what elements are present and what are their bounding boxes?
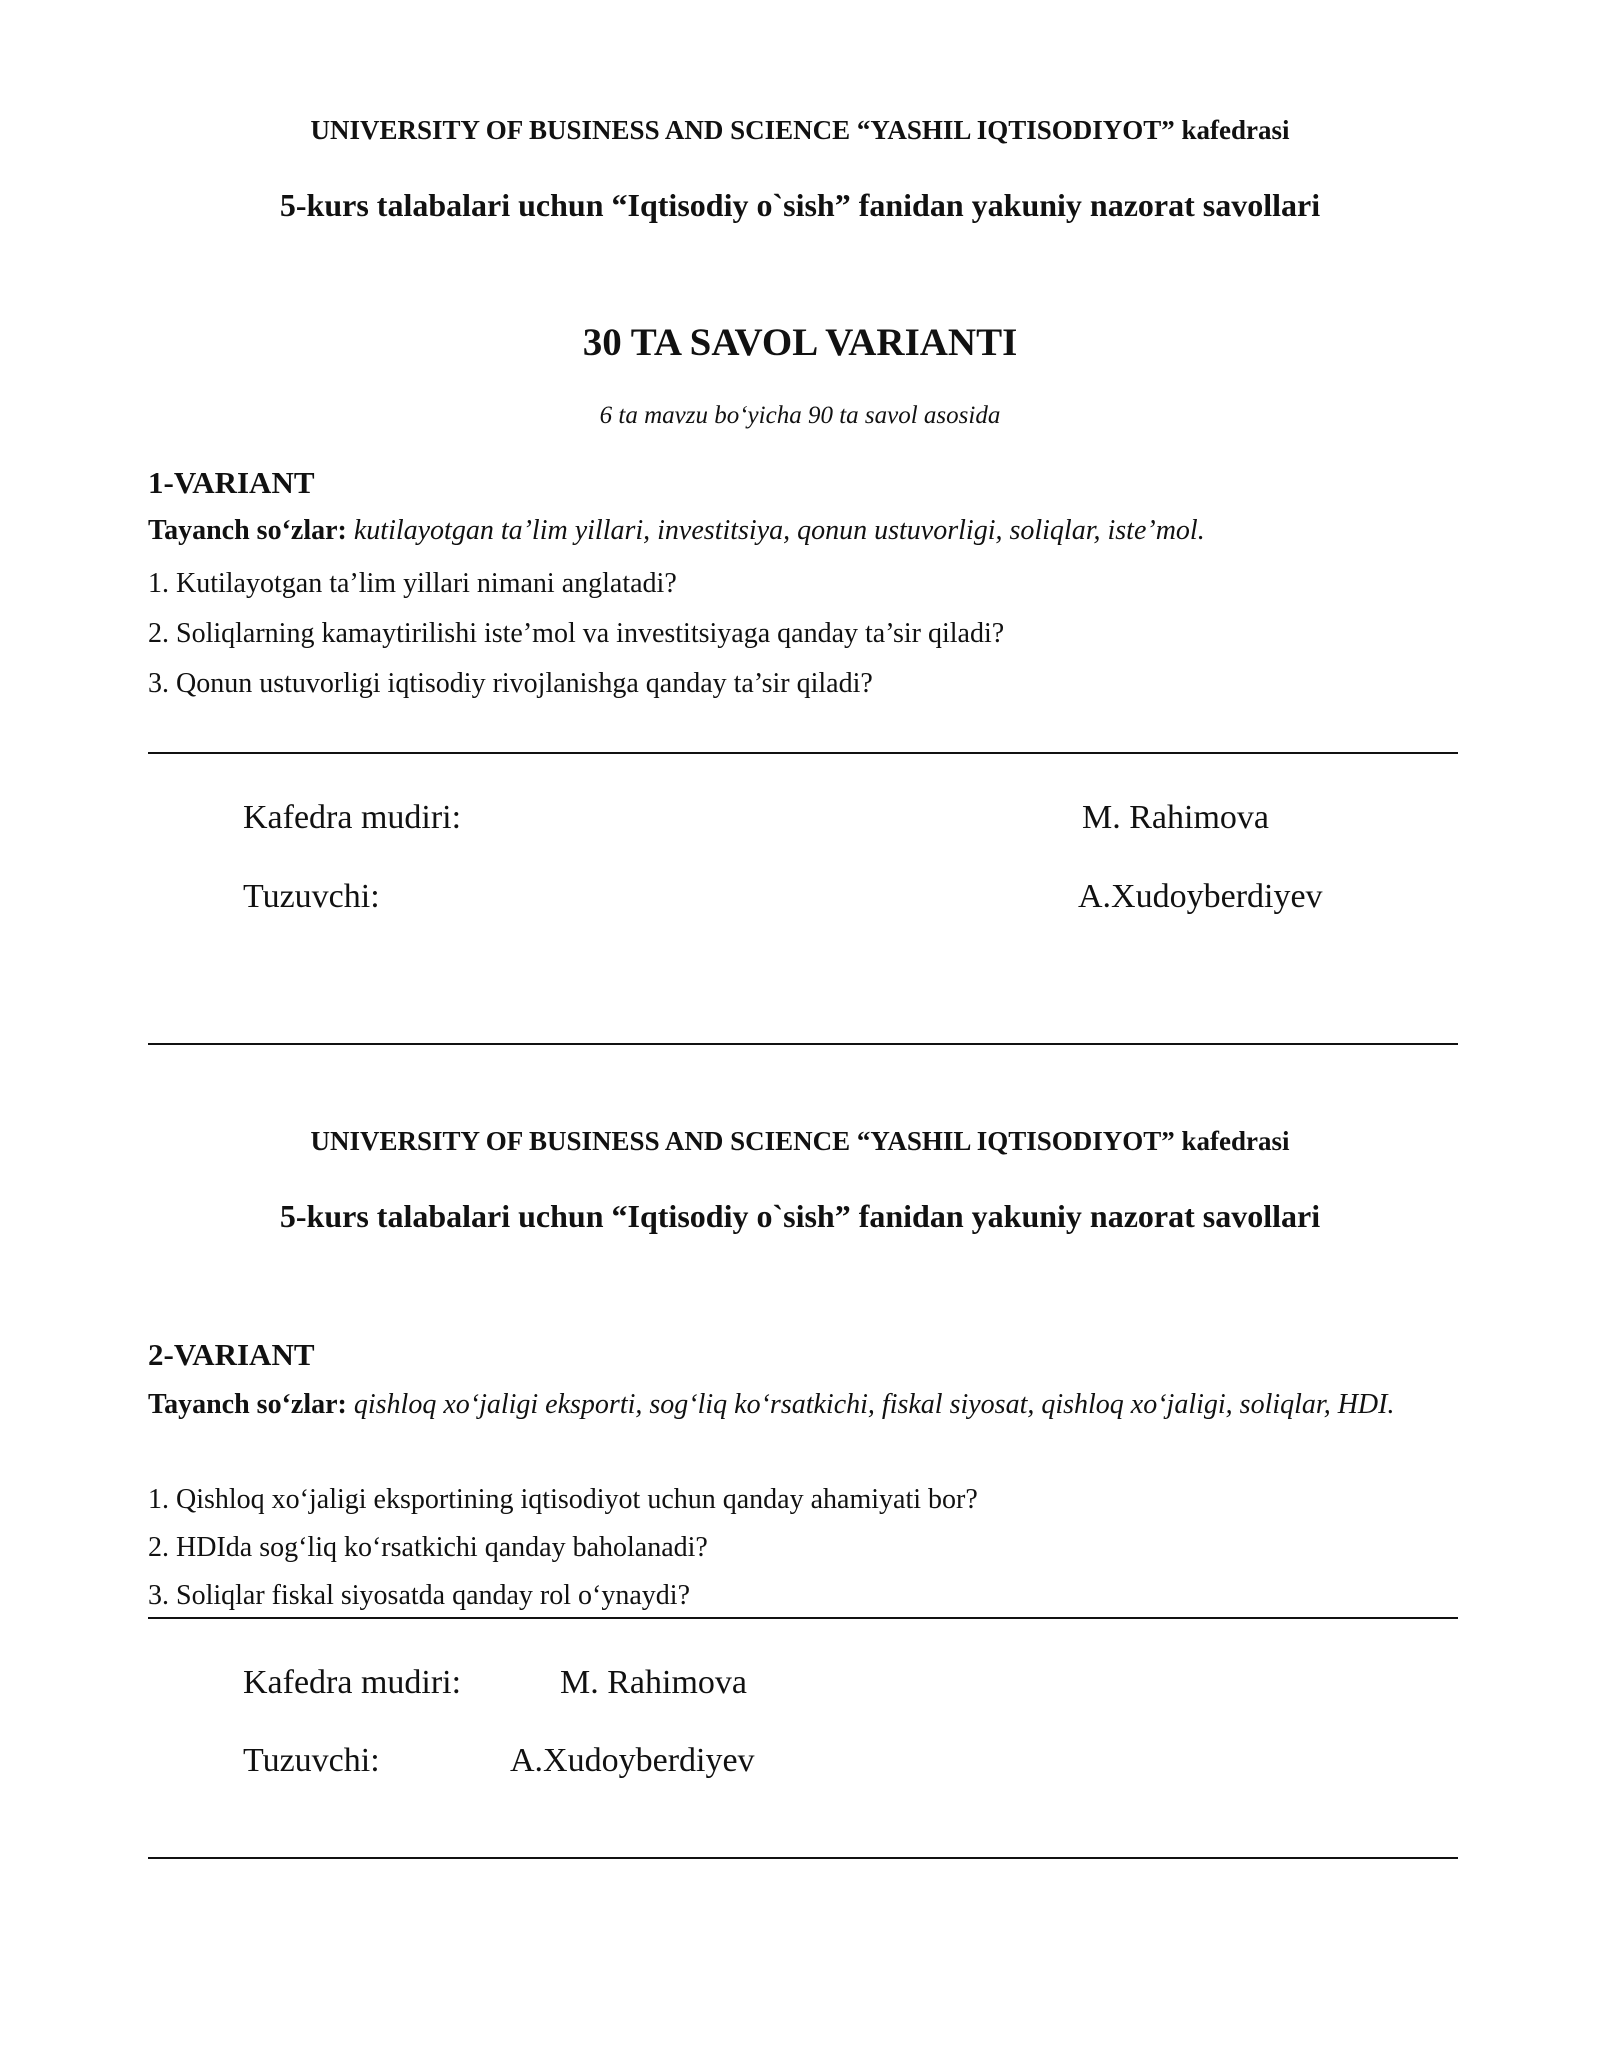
variant-title: 2-VARIANT	[148, 1337, 315, 1372]
variant-title: 1-VARIANT	[148, 465, 315, 500]
signature-name: M. Rahimova	[1082, 799, 1269, 836]
keywords-line	[148, 510, 1458, 552]
keywords-label: Tayanch so‘zlar:	[148, 1389, 347, 1420]
signature-role: Kafedra mudiri:	[243, 799, 462, 836]
course-title: 5-kurs talabalari uchun “Iqtisodiy o`sish” fanidan yakuniy nazorat savollari	[279, 1198, 1321, 1234]
keywords-label: Tayanch so‘zlar:	[148, 515, 347, 546]
question-item: 1. Kutilayotgan ta’lim yillari nimani anglatadi?	[148, 568, 677, 599]
signature-role: Tuzuvchi:	[243, 1742, 380, 1779]
university-header: UNIVERSITY OF BUSINESS AND SCIENCE “YASHIL IQTISODIYOT” kafedrasi	[310, 1126, 1290, 1156]
signature-role: Tuzuvchi:	[243, 878, 380, 915]
keywords-list: qishloq xo‘jaligi eksporti, sog‘liq ko‘rsatkichi, fiskal siyosat, qishloq xo‘jaligi, soliqlar, HDI.	[353, 1389, 1395, 1420]
divider-line	[148, 1043, 1458, 1045]
divider-line	[148, 752, 1458, 754]
course-title: 5-kurs talabalari uchun “Iqtisodiy o`sish” fanidan yakuniy nazorat savollari	[279, 187, 1321, 223]
signature-role: Kafedra mudiri:	[243, 1664, 462, 1701]
main-title: 30 TA SAVOL VARIANTI	[582, 321, 1018, 364]
divider-line	[148, 1617, 1458, 1619]
question-item: 3. Soliqlar fiskal siyosatda qanday rol o‘ynaydi?	[148, 1580, 690, 1611]
question-item: 2. Soliqlarning kamaytirilishi iste’mol va investitsiyaga qanday ta’sir qiladi?	[148, 618, 1005, 649]
question-item: 3. Qonun ustuvorligi iqtisodiy rivojlanishga qanday ta’sir qiladi?	[148, 668, 873, 699]
signature-name: A.Xudoyberdiyev	[1078, 878, 1323, 915]
main-subtitle: 6 ta mavzu bo‘yicha 90 ta savol asosida	[599, 402, 1001, 429]
divider-line	[148, 1857, 1458, 1859]
keywords-line	[148, 1384, 1458, 1426]
signature-name: M. Rahimova	[560, 1664, 747, 1701]
question-item: 2. HDIda sog‘liq ko‘rsatkichi qanday baholanadi?	[148, 1532, 708, 1563]
keywords-list: kutilayotgan ta’lim yillari, investitsiya, qonun ustuvorligi, soliqlar, iste’mol.	[353, 515, 1205, 546]
university-header: UNIVERSITY OF BUSINESS AND SCIENCE “YASHIL IQTISODIYOT” kafedrasi	[310, 115, 1290, 145]
question-item: 1. Qishloq xo‘jaligi eksportining iqtisodiyot uchun qanday ahamiyati bor?	[148, 1484, 978, 1515]
signature-name: A.Xudoyberdiyev	[510, 1742, 755, 1779]
